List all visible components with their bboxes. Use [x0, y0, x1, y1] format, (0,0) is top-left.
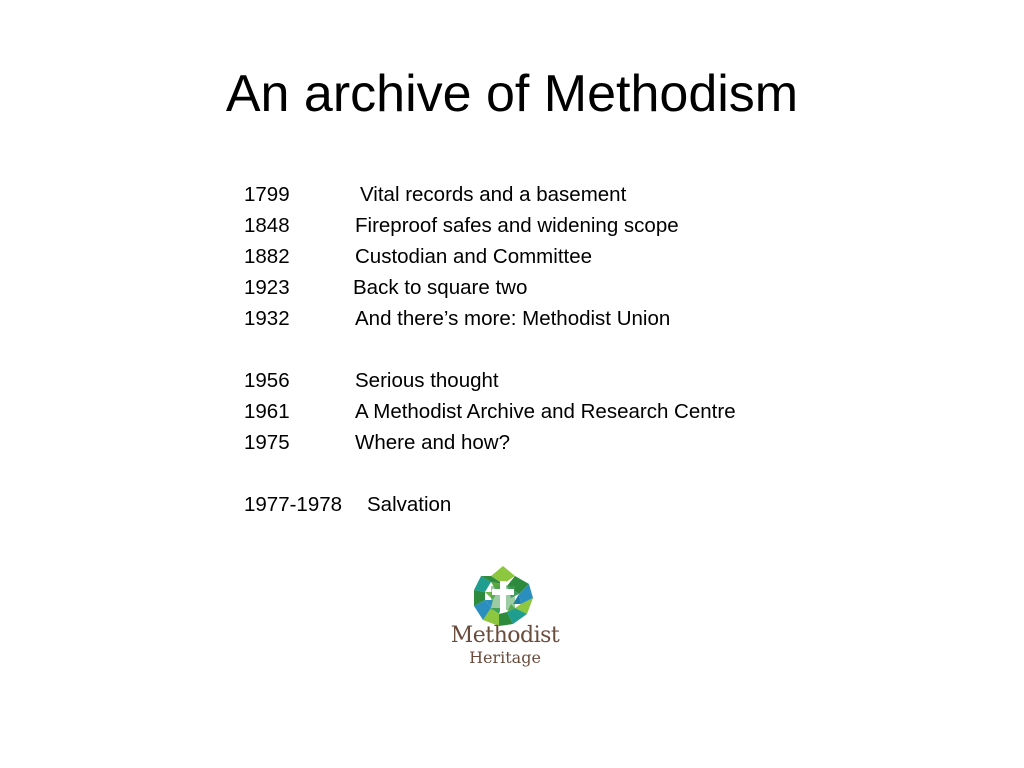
timeline-year: 1977-1978 [244, 493, 343, 516]
logo-subtitle: Heritage [469, 648, 541, 667]
timeline-description: And there’s more: Methodist Union [355, 307, 671, 330]
timeline-description: Vital records and a basement [360, 183, 627, 206]
timeline-row [244, 489, 864, 520]
timeline-row [244, 272, 864, 303]
timeline-description: Serious thought [355, 369, 499, 392]
timeline-row [244, 241, 864, 272]
timeline-year: 1975 [244, 431, 290, 454]
timeline-spacer [244, 458, 864, 489]
timeline-row [244, 365, 864, 396]
timeline-description: Where and how? [355, 431, 510, 454]
timeline-year: 1961 [244, 400, 290, 423]
timeline-year: 1923 [244, 276, 290, 299]
timeline-description: Salvation [367, 493, 452, 516]
timeline-row [244, 303, 864, 334]
timeline-row [244, 427, 864, 458]
timeline-description: A Methodist Archive and Research Centre [355, 400, 736, 423]
methodist-heritage-logo [440, 562, 570, 674]
timeline-row [244, 179, 864, 210]
timeline-list [244, 179, 864, 520]
timeline-description: Back to square two [353, 276, 528, 299]
timeline-description: Custodian and Committee [355, 245, 593, 268]
timeline-row [244, 210, 864, 241]
timeline-year: 1932 [244, 307, 290, 330]
cross-mosaic-icon [471, 564, 535, 628]
timeline-year: 1848 [244, 214, 290, 237]
timeline-spacer [244, 334, 864, 365]
timeline-row [244, 396, 864, 427]
timeline-year: 1956 [244, 369, 290, 392]
timeline-year: 1799 [244, 183, 290, 206]
timeline-description: Fireproof safes and widening scope [355, 214, 679, 237]
slide-title: An archive of Methodism [225, 65, 799, 123]
logo-wordmark: Methodist [450, 623, 560, 648]
timeline-year: 1882 [244, 245, 290, 268]
